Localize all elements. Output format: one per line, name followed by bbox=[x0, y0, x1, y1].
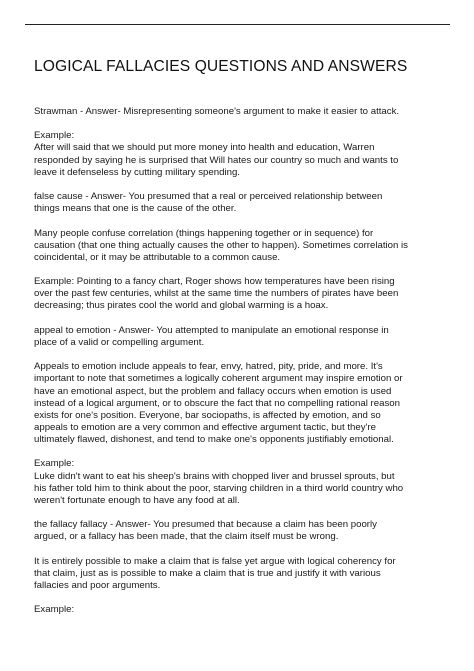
text-line: Example: bbox=[34, 604, 75, 616]
text-line: have an emotional aspect, but the problem and fallacy occurs when emotion is used bbox=[34, 385, 392, 397]
text-line: place of a valid or compelling argument. bbox=[34, 336, 205, 348]
text-line: things means that one is the cause of the other. bbox=[34, 203, 237, 215]
document-body bbox=[34, 106, 446, 629]
paragraph bbox=[34, 106, 446, 118]
text-line: weren't fortunate enough to have any food at all. bbox=[34, 494, 240, 506]
paragraph bbox=[34, 130, 446, 179]
text-line: Example: Pointing to a fancy chart, Roger shows how temperatures have been rising bbox=[34, 276, 395, 288]
paragraph bbox=[34, 228, 446, 264]
paragraph bbox=[34, 604, 446, 616]
text-line: appeal to emotion - Answer- You attempted to manipulate an emotional response in bbox=[34, 324, 389, 336]
text-line: It is entirely possible to make a claim that is false yet argue with logical coherency for bbox=[34, 555, 396, 567]
text-line: Luke didn't want to eat his sheep's brains with chopped liver and brussel sprouts, but bbox=[34, 470, 395, 482]
paragraph bbox=[34, 325, 446, 349]
paragraph bbox=[34, 519, 446, 543]
text-line: that claim, just as is possible to make a claim that is true and justify it with various bbox=[34, 567, 381, 579]
header-rule bbox=[25, 24, 450, 25]
text-line: Many people confuse correlation (things happening together or in sequence) for bbox=[34, 227, 374, 239]
text-line: ultimately flawed, dishonest, and tend to make one's opponents justifiably emotional. bbox=[34, 434, 394, 446]
text-line: responded by saying he is surprised that Will hates our country so much and wants to bbox=[34, 154, 399, 166]
paragraph bbox=[34, 361, 446, 446]
text-line: decreasing; thus pirates cool the world and global warming is a hoax. bbox=[34, 300, 329, 312]
text-line: Example: bbox=[34, 130, 75, 142]
text-line: causation (that one thing actually causes the other to happen). Sometimes correlation is bbox=[34, 239, 408, 251]
text-line: exists for one's position. Everyone, bar sociopaths, is affected by emotion, and so bbox=[34, 409, 381, 421]
text-line: over the past few centuries, whilst at the same time the numbers of pirates have been bbox=[34, 288, 399, 300]
text-line: his father told him to think about the poor, starving children in a third world country who bbox=[34, 482, 404, 494]
text-line: Strawman - Answer- Misrepresenting someone's argument to make it easier to attack. bbox=[34, 106, 400, 117]
text-line: false cause - Answer- You presumed that a real or perceived relationship between bbox=[34, 191, 383, 203]
text-line: the fallacy fallacy - Answer- You presumed that because a claim has been poorly bbox=[34, 519, 377, 531]
text-line: argued, or a fallacy has been made, that the claim itself must be wrong. bbox=[34, 531, 339, 543]
text-line: coincidental, or it may be attributable to a common cause. bbox=[34, 251, 281, 263]
text-line: fallacies and poor arguments. bbox=[34, 579, 161, 591]
text-line: instead of a logical argument, or to obscure the fact that no compelling rational reason bbox=[34, 397, 400, 409]
paragraph bbox=[34, 458, 446, 507]
text-line: appeals to emotion are a very common and effective argument tactic, but they're bbox=[34, 421, 376, 433]
paragraph bbox=[34, 191, 446, 215]
text-line: important to note that sometimes a logically coherent argument may inspire emotion or bbox=[34, 373, 403, 385]
paragraph bbox=[34, 276, 446, 312]
text-line: Example: bbox=[34, 458, 75, 470]
paragraph bbox=[34, 556, 446, 592]
document-title: LOGICAL FALLACIES QUESTIONS AND ANSWERS bbox=[34, 58, 408, 75]
text-line: leave it defenseless by cutting military spending. bbox=[34, 166, 240, 178]
text-line: After will said that we should put more money into health and education, Warren bbox=[34, 142, 375, 154]
text-line: Appeals to emotion include appeals to fear, envy, hatred, pity, pride, and more. It's bbox=[34, 361, 383, 373]
